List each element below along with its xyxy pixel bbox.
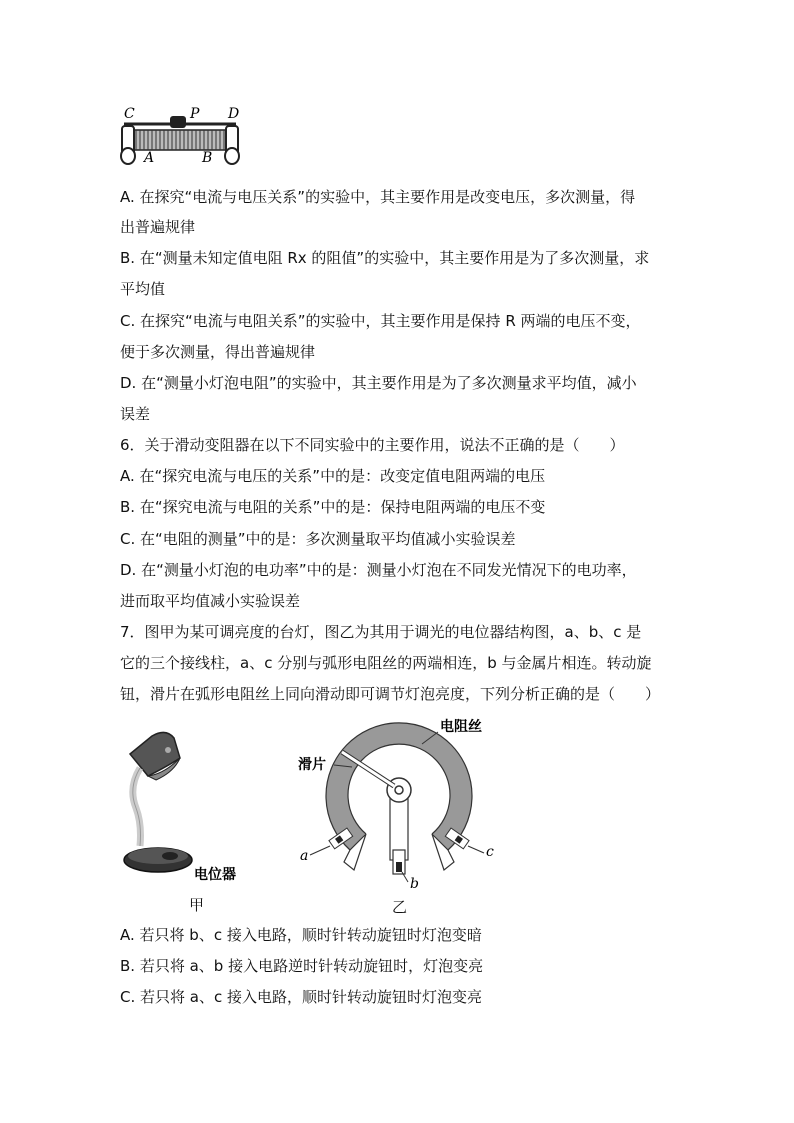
text-line: 便于多次测量，得出普遍规律 [120,343,316,361]
text-line: C. 在探究“电流与电阻关系”的实验中，其主要作用是保持 R 两端的电压不变， [120,312,641,330]
text-line: D. 在“测量小灯泡电阻”的实验中，其主要作用是为了多次测量求平均值，减小 [120,374,637,392]
rheostat-label-b: B [202,150,213,166]
terminal-b-label: b [410,876,419,892]
caption-jia: 甲 [189,896,205,914]
question-7-stem: 7．图甲为某可调亮度的台灯，图乙为其用于调光的电位器结构图，a、b、c 是 [120,623,642,641]
text-line: 它的三个接线柱，a、c 分别与弧形电阻丝的两端相连，b 与金属片相连。转动旋 [120,654,652,672]
rheostat-label-d: D [228,106,240,122]
text-line: B. 在“探究电流与电阻的关系”中的是：保持电阻两端的电压不变 [120,498,546,516]
slider-label: 滑片 [298,757,326,773]
potentiometer-label: 电位器 [194,867,236,883]
text-line: 钮，滑片在弧形电阻丝上同向滑动即可调节灯泡亮度，下列分析正确的是（ ） [120,685,661,703]
rheostat-label-c: C [124,106,135,122]
text-line: C. 在“电阻的测量”中的是：多次测量取平均值减小实验误差 [120,530,516,548]
rheostat-label-a: A [144,150,155,166]
text-line: A. 在探究“电流与电压关系”的实验中，其主要作用是改变电压，多次测量，得 [120,188,636,206]
text-line: 误差 [120,405,151,423]
resistor-wire-label: 电阻丝 [440,719,482,735]
text-line: 出普遍规律 [120,218,196,236]
desk-lamp-figure [118,728,248,888]
potentiometer-figure [290,712,530,892]
question-6-stem: 6．关于滑动变阻器在以下不同实验中的主要作用，说法不正确的是（ ） [120,436,625,454]
option-c: C. 若只将 a、c 接入电路，顺时针转动旋钮时灯泡变亮 [120,988,482,1006]
text-line: D. 在“测量小灯泡的电功率”中的是：测量小灯泡在不同发光情况下的电功率， [120,561,637,579]
rheostat-figure [118,104,248,172]
text-line: B. 在“测量未知定值电阻 Rx 的阻值”的实验中，其主要作用是为了多次测量，求 [120,249,650,267]
option-a: A. 若只将 b、c 接入电路，顺时针转动旋钮时灯泡变暗 [120,926,482,944]
text-line: A. 在“探究电流与电压的关系”中的是：改变定值电阻两端的电压 [120,467,546,485]
text-line: 进而取平均值减小实验误差 [120,592,301,610]
rheostat-label-p: P [190,106,200,122]
text-line: 平均值 [120,280,166,298]
option-b: B. 若只将 a、b 接入电路逆时针转动旋钮时，灯泡变亮 [120,957,484,975]
terminal-c-label: c [486,844,494,860]
terminal-a-label: a [300,848,309,864]
caption-yi: 乙 [392,898,408,916]
